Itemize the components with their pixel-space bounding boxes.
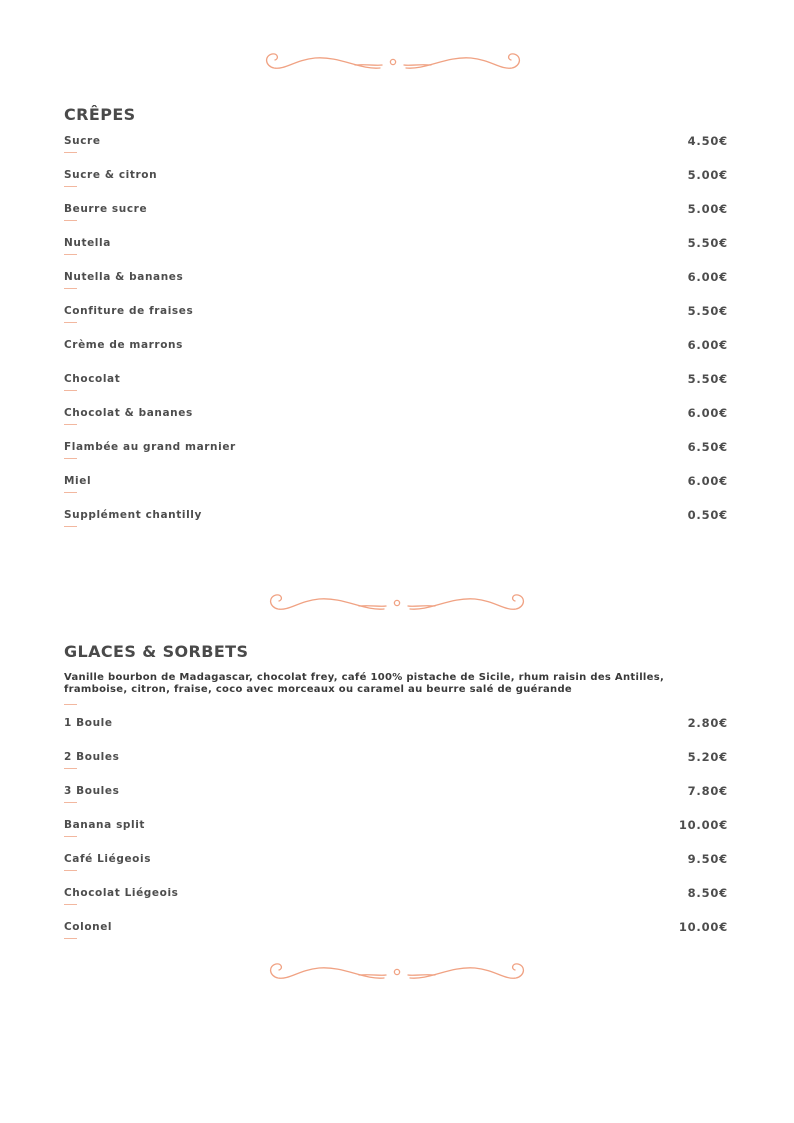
menu-item bbox=[64, 475, 728, 509]
flourish-icon bbox=[260, 48, 526, 74]
dash-divider bbox=[64, 904, 77, 905]
menu-item-name: Chocolat & bananes bbox=[64, 407, 193, 419]
menu-item-name: Café Liégeois bbox=[64, 853, 152, 865]
menu-item bbox=[64, 237, 728, 271]
dash-divider bbox=[64, 768, 77, 769]
menu-item-name: Chocolat bbox=[64, 373, 121, 385]
dash-divider bbox=[64, 870, 77, 871]
dash-divider bbox=[64, 390, 77, 391]
menu-item-name: Sucre & citron bbox=[64, 169, 158, 181]
dash-divider bbox=[64, 220, 77, 221]
menu-item bbox=[64, 407, 728, 441]
menu-item-name: Sucre bbox=[64, 135, 101, 147]
menu-item bbox=[64, 203, 728, 237]
menu-item bbox=[64, 373, 728, 407]
menu-item-name: Crème de marrons bbox=[64, 339, 183, 351]
menu-item bbox=[64, 921, 728, 955]
menu-item-price: 5.00€ bbox=[687, 168, 728, 182]
flourish-icon bbox=[264, 958, 530, 984]
menu-item-price: 2.80€ bbox=[687, 716, 728, 730]
flourish-icon bbox=[264, 589, 530, 615]
menu-item-price: 9.50€ bbox=[687, 852, 728, 866]
menu-item bbox=[64, 271, 728, 305]
glaces-list bbox=[64, 717, 728, 955]
dash-divider bbox=[64, 836, 77, 837]
menu-item-price: 10.00€ bbox=[678, 920, 728, 934]
menu-item-price: 5.50€ bbox=[687, 236, 728, 250]
ornament-divider-bottom bbox=[264, 958, 530, 984]
dash-divider bbox=[64, 704, 77, 705]
menu-item bbox=[64, 135, 728, 169]
glaces-description: Vanille bourbon de Madagascar, chocolat frey, café 100% pistache de Sicile, rhum raisin des Antilles, framboise, citron, fraise, coco avec morceaux ou caramel au beurre salé de guérande bbox=[64, 672, 665, 695]
menu-item-price: 10.00€ bbox=[678, 818, 728, 832]
menu-item-price: 5.00€ bbox=[687, 202, 728, 216]
section-title-crepes: CRÊPES bbox=[64, 105, 136, 124]
menu-item-name: Flambée au grand marnier bbox=[64, 441, 236, 453]
menu-item-price: 4.50€ bbox=[687, 134, 728, 148]
ornament-divider-middle bbox=[264, 589, 530, 615]
dash-divider bbox=[64, 152, 77, 153]
menu-item-name: 3 Boules bbox=[64, 785, 120, 797]
menu-item bbox=[64, 853, 728, 887]
menu-item-name: 2 Boules bbox=[64, 751, 120, 763]
dash-divider bbox=[64, 492, 77, 493]
menu-item-price: 6.50€ bbox=[687, 440, 728, 454]
menu-item-price: 5.50€ bbox=[687, 304, 728, 318]
ornament-divider-top bbox=[260, 48, 526, 74]
menu-item-price: 6.00€ bbox=[687, 338, 728, 352]
menu-item-name: Miel bbox=[64, 475, 92, 487]
menu-item bbox=[64, 305, 728, 339]
menu-item-name: Beurre sucre bbox=[64, 203, 148, 215]
dash-divider bbox=[64, 254, 77, 255]
menu-item-price: 6.00€ bbox=[687, 270, 728, 284]
menu-item-price: 5.50€ bbox=[687, 372, 728, 386]
menu-item bbox=[64, 169, 728, 203]
menu-item-price: 7.80€ bbox=[687, 784, 728, 798]
menu-item-name: Colonel bbox=[64, 921, 113, 933]
dash-divider bbox=[64, 458, 77, 459]
menu-item bbox=[64, 819, 728, 853]
menu-item-name: Chocolat Liégeois bbox=[64, 887, 179, 899]
dash-divider bbox=[64, 424, 77, 425]
menu-item bbox=[64, 887, 728, 921]
menu-item bbox=[64, 785, 728, 819]
menu-item bbox=[64, 717, 728, 751]
menu-item-price: 0.50€ bbox=[687, 508, 728, 522]
menu-item-name: Supplément chantilly bbox=[64, 509, 202, 521]
dash-divider bbox=[64, 288, 77, 289]
dash-divider bbox=[64, 938, 77, 939]
menu-item-price: 5.20€ bbox=[687, 750, 728, 764]
menu-item bbox=[64, 751, 728, 785]
menu-item bbox=[64, 339, 728, 373]
dash-divider bbox=[64, 186, 77, 187]
section-title-glaces: GLACES & SORBETS bbox=[64, 642, 249, 661]
menu-item-name: Nutella & bananes bbox=[64, 271, 184, 283]
dash-divider bbox=[64, 322, 77, 323]
menu-item-price: 8.50€ bbox=[687, 886, 728, 900]
menu-item-name: Banana split bbox=[64, 819, 146, 831]
menu-item-price: 6.00€ bbox=[687, 474, 728, 488]
menu-item bbox=[64, 509, 728, 543]
dash-divider bbox=[64, 802, 77, 803]
menu-item-name: Confiture de fraises bbox=[64, 305, 194, 317]
dash-divider bbox=[64, 526, 77, 527]
menu-item-name: Nutella bbox=[64, 237, 111, 249]
menu-item bbox=[64, 441, 728, 475]
menu-item-name: 1 Boule bbox=[64, 717, 113, 729]
menu-item-price: 6.00€ bbox=[687, 406, 728, 420]
crepes-list bbox=[64, 135, 728, 543]
